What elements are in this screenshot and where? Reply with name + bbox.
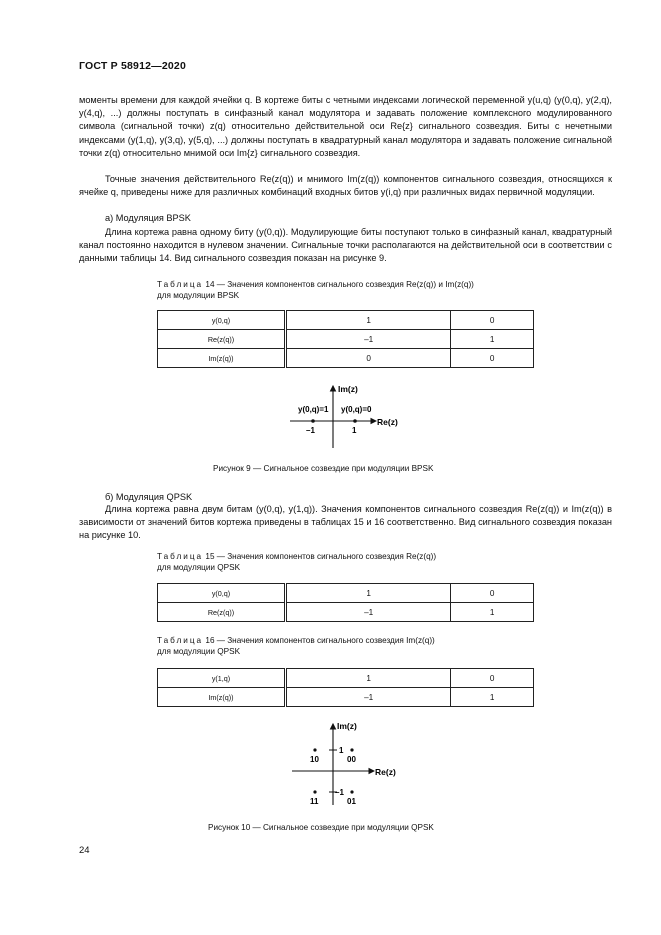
paragraph-4: Длина кортежа равна одному биту (y(0,q)). Модулирующие биты поступают только в синфазный канал, квадратурный канал постоянно находится в нулевом значении. Сигнальные точки располагаются на действительной оси в соответствии с данными таблицы 14. Вид сигнального созвездия показан на рисунке 9.: [79, 227, 612, 264]
cell: 0: [451, 349, 534, 368]
row-header: Re(z(q)): [158, 603, 286, 622]
section-a-title: а) Модуляция BPSK: [105, 213, 191, 223]
cell: 0: [286, 349, 451, 368]
cell: 1: [451, 688, 534, 707]
fig10-point-10: [313, 748, 316, 751]
section-b-title: б) Модуляция QPSK: [105, 492, 193, 502]
cell: 0: [451, 584, 534, 603]
fig10-label-01: 01: [347, 797, 356, 806]
paragraph-1: моменты времени для каждой ячейки q. В кортеже биты с четными индексами логической переменной y(u,q) (y(0,q), y(2,q), y(4,q), ...) должны поступать в синфазный канал модулятора и задавать положение комплексного модулированного символа (сигнальной точки) z(q) относительно действительной оси Re{z} сигнального созвездия. Биты с нечетными индексами (y(1,q), y(3,q), y(5,q), ...) должны поступать в квадратурный канал модулятора и задавать положение сигнальной точки z(q) относительно мнимой оси Im{z} сигнального созвездия.: [79, 95, 612, 158]
page-header: ГОСТ Р 58912—2020: [79, 60, 187, 72]
fig9-ylabel: Im(z): [338, 384, 358, 394]
cell: 1: [286, 584, 451, 603]
fig10-tick-pos: 1: [339, 746, 344, 755]
row-header: y(0,q): [158, 584, 286, 603]
table-row: [158, 584, 534, 603]
cell: –1: [286, 688, 451, 707]
fig9-point-left-label: y(0,q)=1: [298, 405, 329, 414]
fig9-point-left: [311, 419, 315, 423]
table-15: [157, 583, 534, 622]
row-header: y(0,q): [158, 311, 286, 330]
table-row: [158, 688, 534, 707]
figure-9-caption: Рисунок 9 — Сигнальное созвездие при модуляции BPSK: [213, 464, 434, 473]
cell: 0: [451, 311, 534, 330]
fig9-tick-pos: 1: [352, 426, 357, 435]
table-16: [157, 668, 534, 707]
cell: 1: [286, 669, 451, 688]
cell: 1: [286, 311, 451, 330]
page-number: 24: [79, 845, 90, 856]
table-row: [158, 603, 534, 622]
fig10-ylabel: Im(z): [337, 721, 357, 731]
cell: 1: [451, 603, 534, 622]
row-header: Im(z(q)): [158, 688, 286, 707]
fig10-point-01: [350, 790, 353, 793]
fig10-label-00: 00: [347, 755, 356, 764]
table14-caption: Таблица 14 — Значения компонентов сигнального созвездия Re(z(q)) и Im(z(q)) для модуляции BPSK: [157, 280, 474, 300]
row-header: y(1,q): [158, 669, 286, 688]
fig10-point-11: [313, 790, 316, 793]
table15-caption: Таблица 15 — Значения компонентов сигнального созвездия Re(z(q)) для модуляции QPSK: [157, 552, 437, 572]
paragraph-6: Длина кортежа равна двум битам (y(0,q), y(1,q)). Значения компонентов сигнального созвездия Re(z(q)) и Im(z(q)) в зависимости от значений битов кортежа приведены в таблицах 15 и 16 соответственно. Вид сигнального созвездия показан на рисунке 10.: [79, 504, 612, 541]
row-header: Im(z(q)): [158, 349, 286, 368]
cell: –1: [286, 330, 451, 349]
row-header: Re(z(q)): [158, 330, 286, 349]
fig9-point-right-label: y(0,q)=0: [341, 405, 372, 414]
cell: –1: [286, 603, 451, 622]
fig9-point-right: [353, 419, 357, 423]
paragraph-2: Точные значения действительного Re(z(q)) и мнимого Im(z(q)) компонентов сигнального созвездия, относящихся к ячейке q, приведены ниже для различных комбинаций входных битов y(i,q) при различных видах первичной модуляции.: [79, 174, 612, 198]
table16-caption: Таблица 16 — Значения компонентов сигнального созвездия Im(z(q)) для модуляции QPSK: [157, 636, 435, 656]
fig10-label-11: 11: [310, 797, 319, 806]
fig10-point-00: [350, 748, 353, 751]
cell: 0: [451, 669, 534, 688]
fig9-tick-neg: –1: [306, 426, 315, 435]
table-row: [158, 669, 534, 688]
cell: 1: [451, 330, 534, 349]
fig10-xlabel: Re(z): [375, 767, 396, 777]
fig10-tick-neg: –1: [335, 788, 344, 797]
fig10-label-10: 10: [310, 755, 319, 764]
fig9-xlabel: Re(z): [377, 417, 398, 427]
figure-10-caption: Рисунок 10 — Сигнальное созвездие при модуляции QPSK: [208, 823, 434, 832]
